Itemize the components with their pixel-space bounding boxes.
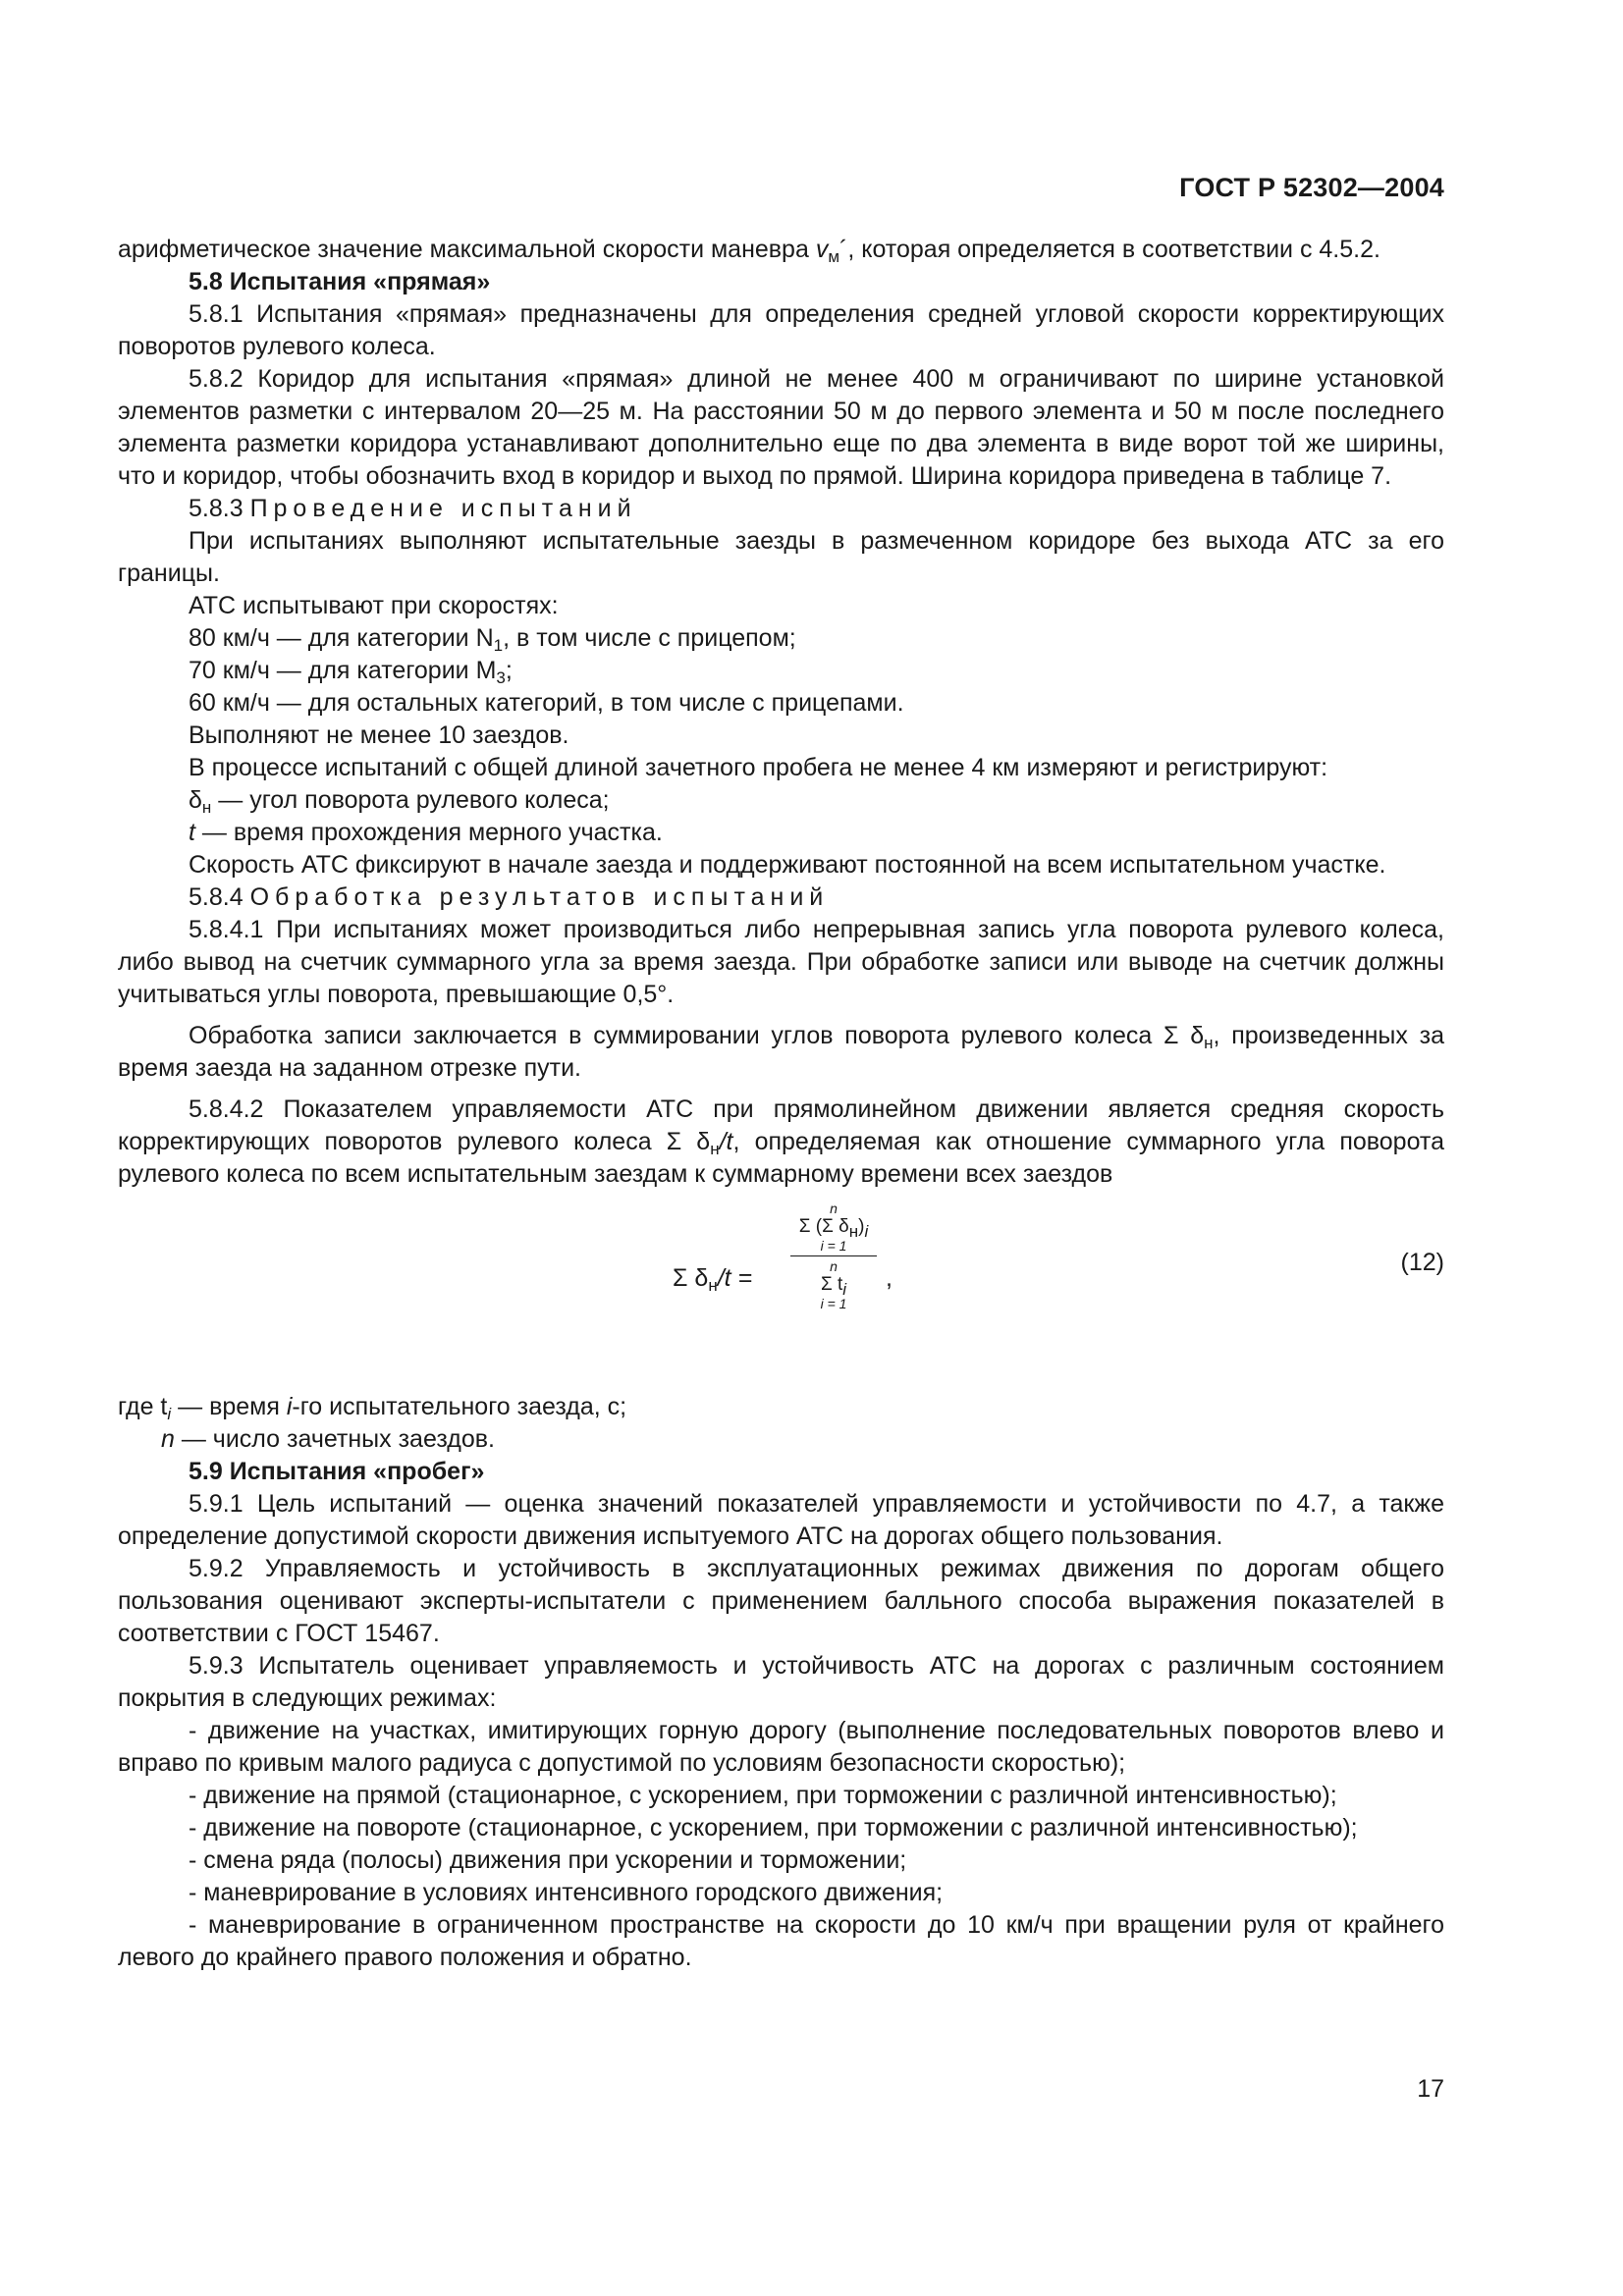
paragraph: арифметическое значение максимальной скорости маневра $v_м´$, которая определяется в соответствии с 4.5.2. [118,236,1380,266]
paragraph-5-9-2: 5.9.2 Управляемость и устойчивость в эксплуатационных режимах движения по дорогам общего пользования оценивают эксперты-испытатели с применением балльного способа выражения показателей в соответствии с ГОСТ 15467. [118,1555,1444,1647]
page-number: 17 [1417,2075,1444,2103]
speed-item: 60 км/ч — для остальных категорий, в том числе с прицепами. [189,689,904,717]
paragraph-5-8-4-2: 5.8.4.2 Показателем управляемости АТС при прямолинейном движении является средняя скорость корректирующих поворотов рулевого колеса Σ $\delta_н/t$, определяемая как отношение суммарного угла поворота рулевого колеса по всем испытательным заездам к суммарному времени всех заездов [118,1095,1444,1188]
paragraph: Обработка записи заключается в суммировании углов поворота рулевого колеса Σ $\delta_н$, произведенных за время заезда на заданном отрезке пути. [118,1022,1444,1082]
list-item: - маневрирование в условиях интенсивного городского движения; [189,1879,944,1906]
formula-number: (12) [1400,1249,1444,1276]
speed-item: 80 км/ч — для категории $N_1$, в том числе с прицепом; [189,624,796,655]
document-body [118,234,1444,1974]
paragraph: В процессе испытаний с общей длиной зачетного пробега не менее 4 км измеряют и регистрируют: [189,754,1328,781]
where-item: n — число зачетных заездов. [161,1425,495,1453]
section-title-5-8: 5.8 Испытания «прямая» [189,268,491,295]
paragraph-5-8-2: 5.8.2 Коридор для испытания «прямая» длиной не менее 400 м ограничивают по ширине установкой элементов разметки с интервалом 20—25 м. На расстоянии 50 м до первого элемента и 50 м после последнего элемента разметки коридора устанавливают дополнительно еще по два элемента в виде ворот той же ширины, что и коридор, чтобы обозначить вход в коридор и выход по прямой. Ширина коридора приведена в таблице 7. [118,365,1444,490]
formula-lhs: Σ $\delta_н/t$ = [673,1264,753,1295]
document-header: ГОСТ Р 52302—2004 [1179,173,1444,202]
formula-fraction: n Σ (Σ $\delta_н)_i$ i = 1 n Σ $t_i$ i = 1 [790,1201,877,1311]
section-title-5-9: 5.9 Испытания «пробег» [189,1458,485,1485]
list-item: - смена ряда (полосы) движения при ускорении и торможении; [189,1846,907,1874]
paragraph: АТС испытывают при скоростях: [189,592,559,619]
subsection-title-5-8-4: 5.8.4 Обработка результатов испытаний [189,883,830,911]
paragraph: При испытаниях выполняют испытательные заезды в размеченном коридоре без выхода АТС за его границы. [118,527,1444,587]
list-item: - движение на прямой (стационарное, с ускорением, при торможении с различной интенсивностью); [189,1782,1337,1809]
paragraph-5-9-3: 5.9.3 Испытатель оценивает управляемость и устойчивость АТС на дорогах с различным состоянием покрытия в следующих режимах: [118,1652,1444,1712]
paragraph: Выполняют не менее 10 заездов. [189,721,569,749]
paragraph-5-8-4-1: 5.8.4.1 При испытаниях может производиться либо непрерывная запись угла поворота рулевого колеса, либо вывод на счетчик суммарного угла за время заезда. При обработке записи или выводе на счетчик должны учитываться углы поворота, превышающие 0,5°. [118,916,1444,1008]
where-item: где $t_i$ — время i-го испытательного заезда, с; [118,1393,627,1423]
paragraph: Скорость АТС фиксируют в начале заезда и поддерживают постоянной на всем испытательном участке. [189,851,1386,879]
list-item: - движение на повороте (стационарное, с ускорением, при торможении с различной интенсивностью); [189,1814,1358,1842]
measurement-item: $\delta_н$ — угол поворота рулевого колеса; [189,786,610,817]
paragraph-5-9-1: 5.9.1 Цель испытаний — оценка значений показателей управляемости и устойчивости по 4.7, а также определение допустимой скорости движения испытуемого АТС на дорогах общего пользования. [118,1490,1444,1550]
list-item: - маневрирование в ограниченном пространстве на скорости до 10 км/ч при вращении руля от крайнего левого до крайнего правого положения и обратно. [118,1911,1444,1971]
subsection-title-5-8-3: 5.8.3 Проведение испытаний [189,495,637,522]
formula-12: Σ $\delta_н/t$ = n Σ (Σ $\delta_н)_i$ i = 1 n Σ $t_i$ i = 1 , (12) [673,1201,1444,1311]
paragraph-5-8-1: 5.8.1 Испытания «прямая» предназначены для определения средней угловой скорости корректирующих поворотов рулевого колеса. [118,300,1444,360]
measurement-item: t — время прохождения мерного участка. [189,819,663,846]
list-item: - движение на участках, имитирующих горную дорогу (выполнение последовательных поворотов влево и вправо по кривым малого радиуса с допустимой по условиям безопасности скоростью); [118,1717,1444,1777]
fraction-bar [790,1255,877,1256]
speed-item: 70 км/ч — для категории $M_3$; [189,657,513,687]
